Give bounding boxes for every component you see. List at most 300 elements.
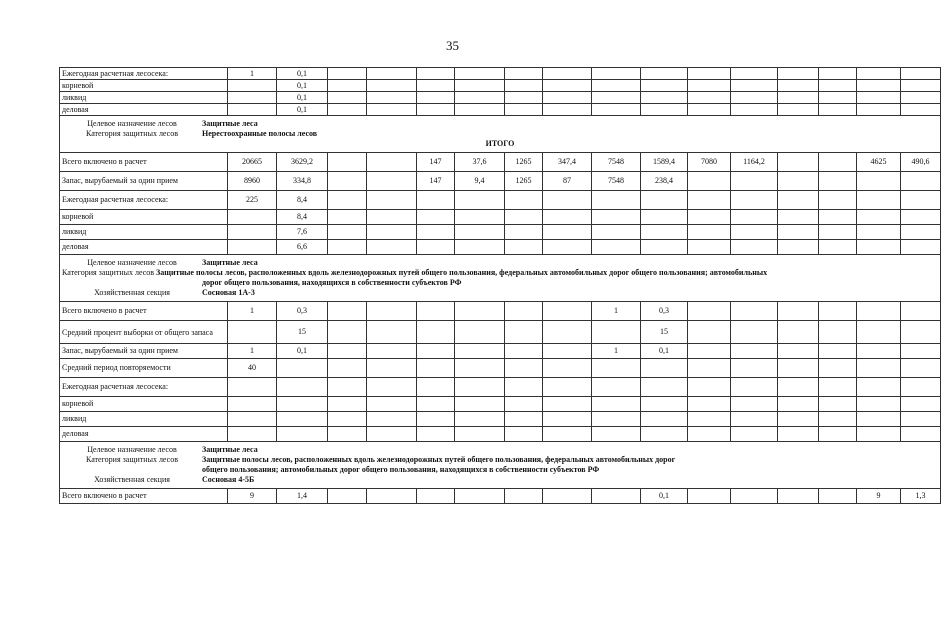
table-cell	[417, 412, 455, 427]
table-cell	[328, 321, 367, 344]
row-label: деловая	[60, 427, 228, 442]
table-cell	[277, 412, 328, 427]
table-cell	[731, 104, 778, 116]
purpose-value: Защитные леса	[202, 119, 258, 128]
table-cell	[592, 92, 641, 104]
table-cell	[543, 92, 592, 104]
table-cell	[417, 225, 455, 240]
row-label: Ежегодная расчетная лесосека:	[60, 378, 228, 397]
table-cell: 4625	[857, 153, 901, 172]
table-cell	[505, 104, 543, 116]
table-cell	[543, 427, 592, 442]
section-value: Сосновая 1А-3	[202, 288, 255, 297]
table-cell	[455, 321, 505, 344]
table-cell: 0,1	[277, 344, 328, 359]
table-row	[60, 412, 941, 427]
table-cell: 0,1	[641, 344, 688, 359]
table-cell	[417, 210, 455, 225]
total-label: ИТОГО	[485, 139, 515, 148]
table-row	[60, 240, 941, 255]
table-cell	[367, 378, 417, 397]
table-cell	[819, 172, 857, 191]
table-cell: 6,6	[277, 240, 328, 255]
table-cell	[778, 92, 819, 104]
table-cell	[543, 489, 592, 504]
table-cell	[228, 240, 277, 255]
table-cell	[417, 344, 455, 359]
table-cell	[731, 80, 778, 92]
table-cell	[367, 104, 417, 116]
table-cell	[778, 80, 819, 92]
table-cell	[417, 302, 455, 321]
table-cell	[328, 302, 367, 321]
row-label: корневой	[60, 210, 228, 225]
table-cell	[277, 359, 328, 378]
table-cell	[505, 302, 543, 321]
table-cell: 238,4	[641, 172, 688, 191]
table-cell	[688, 302, 731, 321]
table-cell	[688, 92, 731, 104]
row-label: корневой	[60, 397, 228, 412]
table-cell	[901, 397, 941, 412]
table-cell	[688, 240, 731, 255]
category-label: Категория защитных лесов	[62, 268, 155, 277]
table-cell	[455, 191, 505, 210]
table-cell: 7,6	[277, 225, 328, 240]
table-cell: 1,3	[901, 489, 941, 504]
table-cell: 1,4	[277, 489, 328, 504]
table-row	[60, 397, 941, 412]
row-label: Запас, вырубаемый за один прием	[60, 172, 228, 191]
table-cell	[778, 172, 819, 191]
table-cell	[543, 344, 592, 359]
table-cell	[592, 378, 641, 397]
table-cell: 1589,4	[641, 153, 688, 172]
table-cell	[505, 225, 543, 240]
table-cell	[455, 489, 505, 504]
table-cell	[455, 344, 505, 359]
row-label: ликвид	[60, 412, 228, 427]
table-cell	[543, 412, 592, 427]
table-cell	[543, 68, 592, 80]
table-cell	[819, 80, 857, 92]
table-row	[60, 378, 941, 397]
table-cell	[641, 397, 688, 412]
category-value-line2: общего пользования; автомобильных дорог общего пользования, находящихся в собственности субъектов РФ	[202, 465, 600, 474]
table-row	[60, 210, 941, 225]
table-cell	[228, 321, 277, 344]
table-cell: 1	[228, 344, 277, 359]
table-cell	[592, 397, 641, 412]
table-cell	[901, 225, 941, 240]
table-cell	[543, 225, 592, 240]
table-row	[60, 191, 941, 210]
table-cell: 0,1	[277, 68, 328, 80]
table-cell	[641, 359, 688, 378]
table-cell: 1164,2	[731, 153, 778, 172]
table-cell	[857, 412, 901, 427]
table-cell	[592, 225, 641, 240]
table-cell	[731, 92, 778, 104]
table-cell	[543, 302, 592, 321]
row-label: ликвид	[60, 225, 228, 240]
table-cell	[505, 210, 543, 225]
table-cell	[857, 344, 901, 359]
table-cell	[543, 359, 592, 378]
table-cell	[505, 344, 543, 359]
table-cell: 15	[641, 321, 688, 344]
table-cell: 20665	[228, 153, 277, 172]
table-row	[60, 344, 941, 359]
table-cell	[417, 359, 455, 378]
table-cell	[857, 68, 901, 80]
table-cell	[819, 104, 857, 116]
table-cell	[857, 104, 901, 116]
table-cell	[455, 68, 505, 80]
category-label: Категория защитных лесов	[85, 129, 179, 138]
table-cell	[455, 302, 505, 321]
table-cell	[731, 68, 778, 80]
table-cell	[543, 210, 592, 225]
table-cell	[455, 359, 505, 378]
table-cell	[778, 489, 819, 504]
table-row	[60, 92, 941, 104]
table-cell: 8960	[228, 172, 277, 191]
table-cell	[778, 359, 819, 378]
table-cell	[328, 489, 367, 504]
table-cell	[857, 172, 901, 191]
table-cell	[857, 302, 901, 321]
table-cell	[778, 104, 819, 116]
table-cell	[731, 412, 778, 427]
table-cell	[857, 427, 901, 442]
table-cell	[688, 489, 731, 504]
table-cell: 7548	[592, 172, 641, 191]
table-cell	[592, 489, 641, 504]
table-cell	[688, 427, 731, 442]
table-cell: 334,8	[277, 172, 328, 191]
table-cell: 1	[228, 302, 277, 321]
table-cell	[505, 412, 543, 427]
table-cell	[731, 359, 778, 378]
table-cell	[367, 344, 417, 359]
table-cell	[819, 225, 857, 240]
table-cell	[328, 240, 367, 255]
table-cell	[731, 378, 778, 397]
table-cell	[417, 397, 455, 412]
table-row	[60, 80, 941, 92]
table-cell	[819, 210, 857, 225]
table-cell	[455, 80, 505, 92]
table-cell	[641, 427, 688, 442]
table-cell: 1265	[505, 153, 543, 172]
table-cell: 0,1	[277, 104, 328, 116]
table-cell	[819, 321, 857, 344]
table-cell	[819, 397, 857, 412]
table-cell	[328, 172, 367, 191]
category-value-line2: дорог общего пользования, находящихся в собственности субъектов РФ	[202, 278, 462, 287]
table-cell	[819, 153, 857, 172]
table-cell	[819, 68, 857, 80]
table-cell: 1	[592, 302, 641, 321]
table-cell	[455, 104, 505, 116]
table-cell	[901, 344, 941, 359]
table-cell	[505, 92, 543, 104]
table-cell: 147	[417, 172, 455, 191]
table-cell	[417, 80, 455, 92]
table-cell	[328, 92, 367, 104]
row-label: Всего включено в расчет	[60, 302, 228, 321]
table-cell	[417, 489, 455, 504]
table-cell	[641, 80, 688, 92]
table-cell	[228, 225, 277, 240]
table-cell	[228, 104, 277, 116]
table-cell	[901, 210, 941, 225]
table-cell	[857, 225, 901, 240]
table-cell	[367, 359, 417, 378]
table-cell	[688, 321, 731, 344]
row-label: Всего включено в расчет	[60, 489, 228, 504]
table-row	[60, 321, 941, 344]
table-cell: 147	[417, 153, 455, 172]
table-cell	[328, 397, 367, 412]
table-cell: 9	[857, 489, 901, 504]
table-cell	[592, 240, 641, 255]
table-cell	[367, 92, 417, 104]
table-cell	[641, 225, 688, 240]
table-cell	[778, 210, 819, 225]
table-cell	[455, 378, 505, 397]
row-label: деловая	[60, 240, 228, 255]
table-cell	[857, 321, 901, 344]
table-cell	[641, 210, 688, 225]
table-cell	[543, 321, 592, 344]
table-cell	[857, 397, 901, 412]
table-cell	[778, 240, 819, 255]
table-cell	[778, 68, 819, 80]
table-cell	[228, 412, 277, 427]
table-cell	[505, 191, 543, 210]
table-cell	[505, 489, 543, 504]
table-cell	[641, 68, 688, 80]
table-cell	[641, 240, 688, 255]
table-row	[60, 427, 941, 442]
table-cell	[367, 68, 417, 80]
table-row	[60, 172, 941, 191]
table-cell: 7548	[592, 153, 641, 172]
table-cell: 7080	[688, 153, 731, 172]
table-cell	[688, 412, 731, 427]
table-cell	[505, 378, 543, 397]
section-header-1	[60, 116, 941, 153]
table-cell	[455, 397, 505, 412]
table-cell	[417, 104, 455, 116]
table-cell	[228, 80, 277, 92]
table-cell	[641, 378, 688, 397]
table-cell	[543, 378, 592, 397]
section-header-3	[60, 442, 941, 489]
table-cell	[367, 302, 417, 321]
table-cell	[367, 321, 417, 344]
table-cell	[901, 80, 941, 92]
table-cell	[731, 240, 778, 255]
table-cell	[367, 412, 417, 427]
table-cell	[688, 344, 731, 359]
table-cell	[731, 397, 778, 412]
forest-calc-table	[59, 67, 941, 504]
table-cell	[367, 210, 417, 225]
table-cell	[778, 412, 819, 427]
row-label: ликвид	[60, 92, 228, 104]
table-cell	[857, 80, 901, 92]
table-cell	[778, 378, 819, 397]
table-cell: 1	[228, 68, 277, 80]
table-cell	[367, 489, 417, 504]
table-cell	[778, 302, 819, 321]
table-cell	[367, 172, 417, 191]
table-cell	[641, 92, 688, 104]
table-cell	[367, 225, 417, 240]
table-cell	[688, 172, 731, 191]
purpose-label: Целевое назначение лесов	[87, 258, 177, 267]
table-cell	[592, 321, 641, 344]
table-cell	[819, 412, 857, 427]
table-cell: 1265	[505, 172, 543, 191]
table-cell	[731, 344, 778, 359]
table-cell: 9	[228, 489, 277, 504]
table-cell	[592, 191, 641, 210]
purpose-label: Целевое назначение лесов	[87, 119, 177, 128]
table-cell	[367, 427, 417, 442]
table-cell: 225	[228, 191, 277, 210]
table-cell	[731, 427, 778, 442]
table-cell	[731, 210, 778, 225]
table-cell	[901, 359, 941, 378]
row-label: Запас, вырубаемый за один прием	[60, 344, 228, 359]
table-cell	[592, 68, 641, 80]
table-cell: 40	[228, 359, 277, 378]
table-cell: 8,4	[277, 210, 328, 225]
table-cell	[819, 191, 857, 210]
table-cell	[455, 92, 505, 104]
section-header-2	[60, 255, 941, 302]
table-cell: 15	[277, 321, 328, 344]
table-cell	[778, 344, 819, 359]
table-cell: 37,6	[455, 153, 505, 172]
table-cell	[543, 191, 592, 210]
purpose-label: Целевое назначение лесов	[87, 445, 177, 454]
table-cell	[819, 378, 857, 397]
table-row	[60, 489, 941, 504]
table-cell	[688, 397, 731, 412]
table-cell	[688, 80, 731, 92]
table-cell	[731, 191, 778, 210]
table-cell	[417, 240, 455, 255]
category-value-line1: Защитные полосы лесов, расположенных вдоль железнодорожных путей общего пользования, федеральных автомобильных дорог общего пользования; автомобильных	[156, 268, 768, 277]
table-cell	[505, 321, 543, 344]
table-cell	[455, 225, 505, 240]
section-label: Хозяйственная секция	[94, 475, 170, 484]
table-cell	[901, 321, 941, 344]
table-cell	[417, 378, 455, 397]
table-cell	[328, 412, 367, 427]
table-cell: 0,3	[277, 302, 328, 321]
table-cell	[819, 302, 857, 321]
table-cell	[505, 427, 543, 442]
table-cell	[857, 359, 901, 378]
table-cell	[857, 240, 901, 255]
table-cell	[228, 210, 277, 225]
table-cell	[592, 80, 641, 92]
table-cell	[688, 104, 731, 116]
table-row	[60, 153, 941, 172]
table-cell	[688, 68, 731, 80]
table-cell	[901, 240, 941, 255]
table-cell	[901, 412, 941, 427]
table-cell	[367, 153, 417, 172]
table-cell	[505, 240, 543, 255]
table-cell	[901, 172, 941, 191]
table-cell	[819, 489, 857, 504]
table-cell	[277, 427, 328, 442]
table-cell	[778, 397, 819, 412]
table-cell	[819, 344, 857, 359]
table-cell	[328, 210, 367, 225]
table-cell	[778, 427, 819, 442]
table-cell: 0,1	[641, 489, 688, 504]
table-cell	[641, 191, 688, 210]
table-cell	[455, 427, 505, 442]
table-cell	[228, 378, 277, 397]
row-label: деловая	[60, 104, 228, 116]
table-cell	[328, 68, 367, 80]
table-cell	[328, 344, 367, 359]
table-cell	[543, 104, 592, 116]
table-cell	[328, 225, 367, 240]
table-cell	[857, 92, 901, 104]
category-value: Нерестоохранные полосы лесов	[202, 129, 318, 138]
table-cell	[901, 427, 941, 442]
table-cell	[688, 191, 731, 210]
table-cell	[543, 80, 592, 92]
table-cell	[543, 397, 592, 412]
table-cell	[328, 104, 367, 116]
table-cell	[277, 397, 328, 412]
table-cell	[731, 489, 778, 504]
row-label: Ежегодная расчетная лесосека:	[60, 191, 228, 210]
table-cell: 8,4	[277, 191, 328, 210]
table-cell	[901, 378, 941, 397]
table-cell	[819, 92, 857, 104]
table-cell	[543, 240, 592, 255]
table-cell: 87	[543, 172, 592, 191]
table-row	[60, 225, 941, 240]
table-cell	[901, 104, 941, 116]
table-cell	[328, 191, 367, 210]
table-row	[60, 359, 941, 378]
table-cell	[592, 412, 641, 427]
table-cell	[328, 153, 367, 172]
purpose-value: Защитные леса	[202, 258, 258, 267]
table-cell: 0,1	[277, 92, 328, 104]
table-cell	[367, 240, 417, 255]
table-cell	[688, 225, 731, 240]
table-cell	[455, 240, 505, 255]
table-cell	[277, 378, 328, 397]
table-cell	[592, 359, 641, 378]
table-cell	[778, 225, 819, 240]
table-cell: 1	[592, 344, 641, 359]
